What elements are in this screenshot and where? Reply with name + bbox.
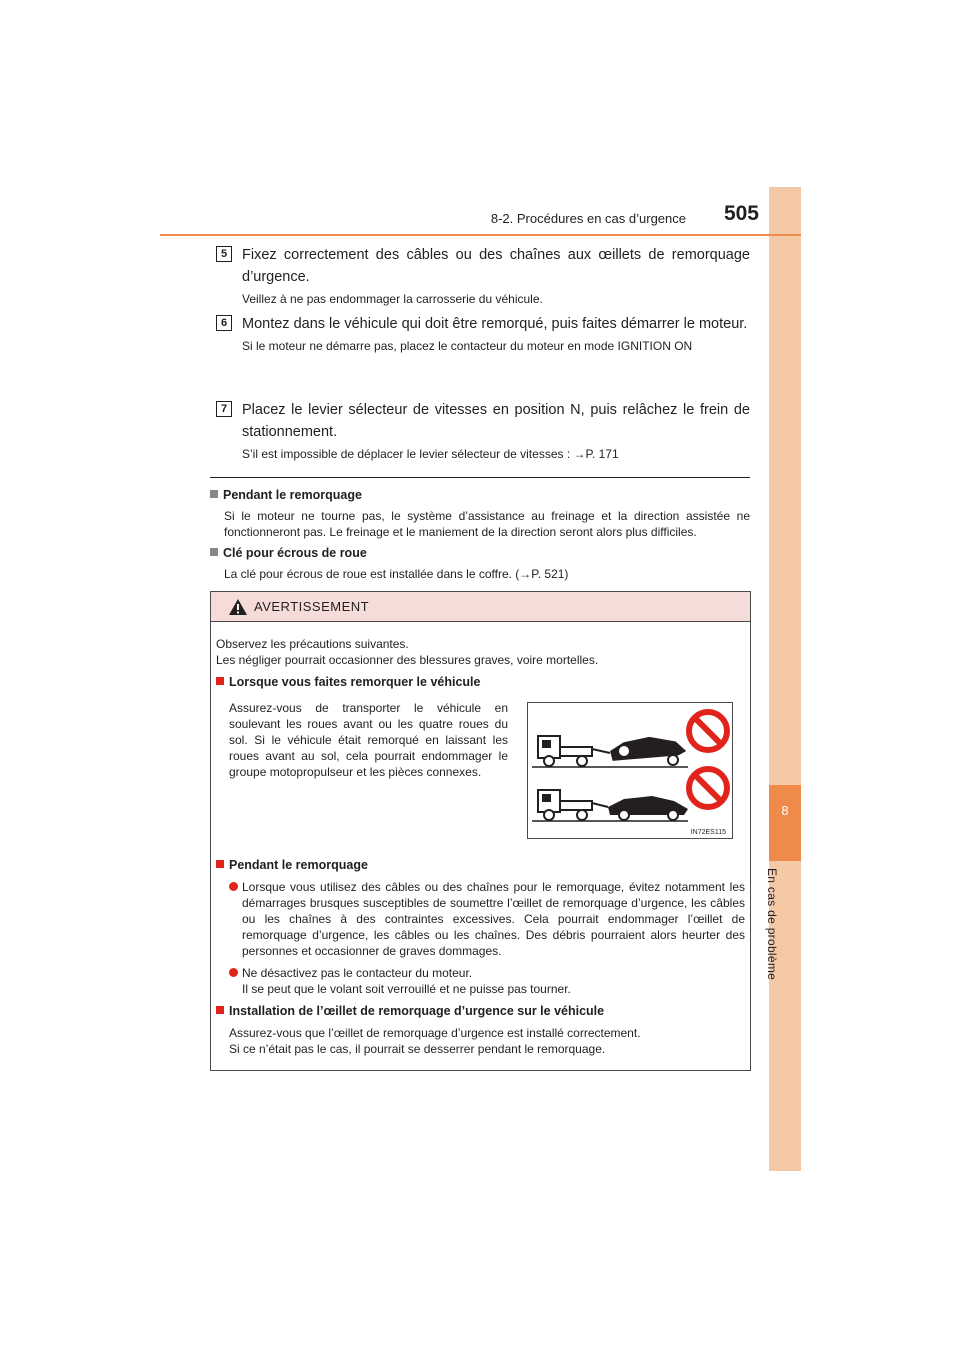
step-7 bbox=[216, 399, 750, 462]
step-text: Placez le levier sélecteur de vitesses en position N, puis relâchez le frein de stationnement. bbox=[242, 402, 750, 440]
square-bullet-icon bbox=[210, 490, 218, 498]
step-text: Fixez correctement des câbles ou des chaînes aux œillets de remorquage d’urgence. bbox=[242, 247, 750, 285]
red-dot-bullet-icon bbox=[229, 968, 238, 977]
warning-subtitle-3: Installation de l’œillet de remorquage d’urgence sur le véhicule bbox=[229, 1004, 605, 1018]
step-note: Si le moteur ne démarre pas, placez le contacteur du moteur en mode IGNITION ON bbox=[242, 339, 693, 353]
warning-install-line-2: Si ce n’était pas le cas, il pourrait se desserrer pendant le remorquage. bbox=[229, 1042, 606, 1056]
step-number-badge: 6 bbox=[216, 315, 232, 331]
warning-bullet-1: Lorsque vous utilisez des câbles ou des chaînes pour le remorquage, évitez notamment les démarrages brusques susceptibles de soumettre l’œillet de remorquage d’urgence, les câbles ou les chaînes à des contraintes excessives. Cela pourrait endommager l’œillet de remorquage d’urgence, les câbles ou les chaînes. Des débris pourraient alors heurter des personnes et occasionner de graves dommages. bbox=[216, 879, 745, 959]
note-text: Si le moteur ne tourne pas, le système d’assistance au freinage et la direction assistée ne fonctionneront pas. Le freinage et le maniement de la direction seront alors plus difficiles. bbox=[224, 509, 750, 539]
warning-triangle-icon bbox=[228, 598, 248, 616]
warning-intro-1: Observez les précautions suivantes. bbox=[216, 637, 409, 651]
square-bullet-icon bbox=[210, 548, 218, 556]
warning-body bbox=[216, 636, 745, 690]
page-number: 505 bbox=[723, 202, 759, 225]
chapter-number-tab bbox=[769, 785, 801, 861]
towing-illustration bbox=[527, 702, 733, 839]
step-6 bbox=[216, 313, 750, 354]
towing-instruction-text: Assurez-vous de transporter le véhicule en soulevant les roues avant ou les quatre roues du sol. Si le véhicule était remorqué en laissant les roues avant au sol, cela pourrait endommager le groupe motopropulseur et les pièces connexes. bbox=[229, 701, 508, 779]
illustration-code: IN72ES115 bbox=[690, 829, 726, 836]
step-number-badge: 5 bbox=[216, 246, 232, 262]
red-square-bullet-icon bbox=[216, 860, 224, 868]
warning-install-line-1: Assurez-vous que l’œillet de remorquage d’urgence est installé correctement. bbox=[229, 1026, 641, 1040]
side-tab bbox=[769, 187, 801, 1171]
step-note: S’il est impossible de déplacer le levier sélecteur de vitesses : →P. 171 bbox=[242, 447, 619, 461]
red-dot-bullet-icon bbox=[229, 882, 238, 891]
tow-truck-illustration-icon bbox=[528, 703, 732, 838]
note-wrench bbox=[210, 545, 750, 582]
step-number-badge: 7 bbox=[216, 401, 232, 417]
step-note: Veillez à ne pas endommager la carrosserie du véhicule. bbox=[242, 292, 543, 306]
note-title: Clé pour écrous de roue bbox=[223, 546, 367, 560]
warning-box bbox=[210, 591, 751, 1071]
chapter-title: En cas de problème bbox=[765, 868, 779, 981]
section-title: 8-2. Procédures en cas d’urgence bbox=[490, 211, 686, 226]
divider bbox=[210, 477, 750, 478]
warning-bullet-2: Ne désactivez pas le contacteur du moteur. Il se peut que le volant soit verrouillé et ne puisse pas tourner. bbox=[216, 965, 745, 997]
warning-subtitle-1: Lorsque vous faites remorquer le véhicule bbox=[229, 675, 481, 689]
step-5 bbox=[216, 244, 750, 307]
warning-header bbox=[211, 592, 750, 622]
warning-subtitle-2: Pendant le remorquage bbox=[229, 858, 368, 872]
step-text: Montez dans le véhicule qui doit être remorqué, puis faites démarrer le moteur. bbox=[242, 316, 748, 332]
page-header bbox=[160, 200, 801, 236]
warning-intro-2: Les négliger pourrait occasionner des blessures graves, voire mortelles. bbox=[216, 653, 599, 667]
warning-body-2 bbox=[216, 857, 745, 1057]
red-square-bullet-icon bbox=[216, 677, 224, 685]
note-title: Pendant le remorquage bbox=[223, 488, 362, 502]
chapter-number: 8 bbox=[781, 803, 789, 818]
note-text: La clé pour écrous de roue est installée dans le coffre. (→P. 521) bbox=[224, 567, 569, 581]
warning-title: AVERTISSEMENT bbox=[254, 599, 370, 614]
red-square-bullet-icon bbox=[216, 1006, 224, 1014]
note-towing bbox=[210, 487, 750, 540]
